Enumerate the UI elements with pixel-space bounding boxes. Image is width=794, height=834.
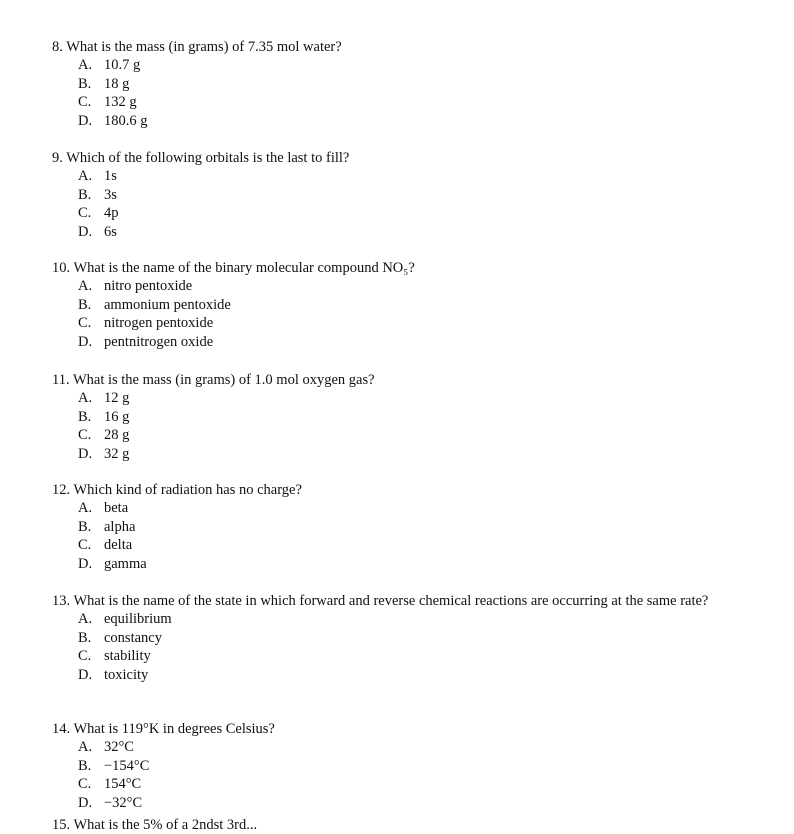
option-text: −154°C: [104, 757, 150, 774]
option-letter: B.: [78, 518, 92, 535]
option-letter: A.: [78, 500, 93, 516]
option-text: constancy: [104, 629, 162, 646]
answer-option-c: [78, 775, 732, 794]
answer-option-a: [78, 738, 732, 757]
answer-option-a: [78, 610, 732, 629]
option-letter: C.: [78, 427, 92, 443]
option-text: nitro pentoxide: [104, 278, 193, 294]
option-text: beta: [104, 500, 129, 516]
answer-option-d: [78, 794, 732, 813]
option-text: nitrogen pentoxide: [104, 315, 214, 331]
option-text: 10.7 g: [104, 57, 141, 73]
option-text: 16 g: [104, 408, 130, 425]
answer-option-a: [78, 56, 732, 75]
answer-option-a: [78, 389, 732, 408]
question-stem: 12. Which kind of radiation has no charge?: [52, 482, 302, 498]
question-stem: 14. What is 119°K in degrees Celsius?: [52, 721, 275, 737]
option-text: 6s: [104, 223, 117, 240]
option-letter: A.: [78, 739, 93, 755]
answer-option-b: [78, 75, 732, 94]
option-text: 32 g: [104, 445, 130, 462]
answer-option-a: [78, 167, 732, 186]
option-letter: B.: [78, 629, 92, 646]
question-stem: 10. What is the name of the binary molecular compound NO₅?: [52, 260, 415, 276]
option-text: 3s: [104, 186, 117, 203]
answer-option-d: [78, 333, 732, 352]
question-13: [52, 592, 732, 684]
question-12: [52, 481, 732, 573]
answer-option-c: [78, 93, 732, 112]
answer-option-c: [78, 314, 732, 333]
option-text: 32°C: [104, 739, 134, 755]
option-letter: B.: [78, 408, 92, 425]
option-text: 18 g: [104, 75, 130, 92]
answer-option-d: [78, 112, 732, 131]
option-letter: D.: [78, 333, 93, 350]
option-letter: C.: [78, 537, 92, 553]
answer-option-b: [78, 186, 732, 205]
question-stem: 11. What is the mass (in grams) of 1.0 mol oxygen gas?: [52, 372, 375, 388]
option-letter: C.: [78, 94, 92, 110]
answer-option-d: [78, 666, 732, 685]
answer-option-c: [78, 536, 732, 555]
answer-option-d: [78, 445, 732, 464]
answer-option-c: [78, 204, 732, 223]
option-letter: A.: [78, 168, 93, 184]
option-letter: B.: [78, 75, 92, 92]
option-text: delta: [104, 537, 133, 553]
answer-options: [52, 389, 732, 463]
answer-options: [52, 277, 732, 351]
option-text: gamma: [104, 555, 147, 572]
option-letter: C.: [78, 648, 92, 664]
answer-option-a: [78, 499, 732, 518]
question-stem: 9. Which of the following orbitals is the last to fill?: [52, 150, 350, 166]
question-9: [52, 149, 732, 241]
option-letter: B.: [78, 296, 92, 313]
question-stem: 13. What is the name of the state in which forward and reverse chemical reactions are occurring at the same rate?: [52, 593, 709, 609]
option-letter: D.: [78, 555, 93, 572]
option-text: 28 g: [104, 427, 130, 443]
cutoff-text: 15. What is the 5% of a 2ndst 3rd...: [52, 817, 258, 833]
answer-options: [52, 499, 732, 573]
option-letter: D.: [78, 445, 93, 462]
answer-option-a: [78, 277, 732, 296]
answer-option-b: [78, 629, 732, 648]
answer-options: [52, 738, 732, 812]
option-letter: A.: [78, 57, 93, 73]
option-letter: D.: [78, 112, 93, 129]
next-question-cutoff: [52, 817, 312, 834]
option-letter: D.: [78, 666, 93, 683]
option-text: 1s: [104, 168, 117, 184]
option-letter: D.: [78, 223, 93, 240]
option-letter: B.: [78, 757, 92, 774]
option-letter: A.: [78, 611, 93, 627]
option-text: 12 g: [104, 390, 130, 406]
answer-options: [52, 167, 732, 241]
option-letter: A.: [78, 390, 93, 406]
answer-option-b: [78, 296, 732, 315]
answer-option-c: [78, 647, 732, 666]
answer-option-c: [78, 426, 732, 445]
option-text: −32°C: [104, 794, 143, 811]
answer-option-d: [78, 555, 732, 574]
question-10: [52, 259, 732, 351]
option-text: 132 g: [104, 94, 137, 110]
option-letter: C.: [78, 315, 92, 331]
option-text: alpha: [104, 518, 136, 535]
option-letter: C.: [78, 205, 92, 221]
option-text: ammonium pentoxide: [104, 296, 231, 313]
option-text: 180.6 g: [104, 112, 148, 129]
question-stem: 8. What is the mass (in grams) of 7.35 mol water?: [52, 39, 342, 55]
answer-option-b: [78, 518, 732, 537]
option-letter: D.: [78, 794, 93, 811]
question-11: [52, 371, 732, 463]
answer-options: [52, 56, 732, 130]
answer-options: [52, 610, 732, 684]
answer-option-b: [78, 757, 732, 776]
option-text: 4p: [104, 205, 119, 221]
option-text: pentnitrogen oxide: [104, 333, 214, 350]
question-14: [52, 720, 732, 812]
option-letter: C.: [78, 776, 92, 792]
question-8: [52, 38, 732, 130]
option-letter: A.: [78, 278, 93, 294]
option-letter: B.: [78, 186, 92, 203]
option-text: 154°C: [104, 776, 142, 792]
option-text: stability: [104, 648, 151, 664]
answer-option-b: [78, 408, 732, 427]
option-text: toxicity: [104, 666, 149, 683]
answer-option-d: [78, 223, 732, 242]
option-text: equilibrium: [104, 611, 172, 627]
